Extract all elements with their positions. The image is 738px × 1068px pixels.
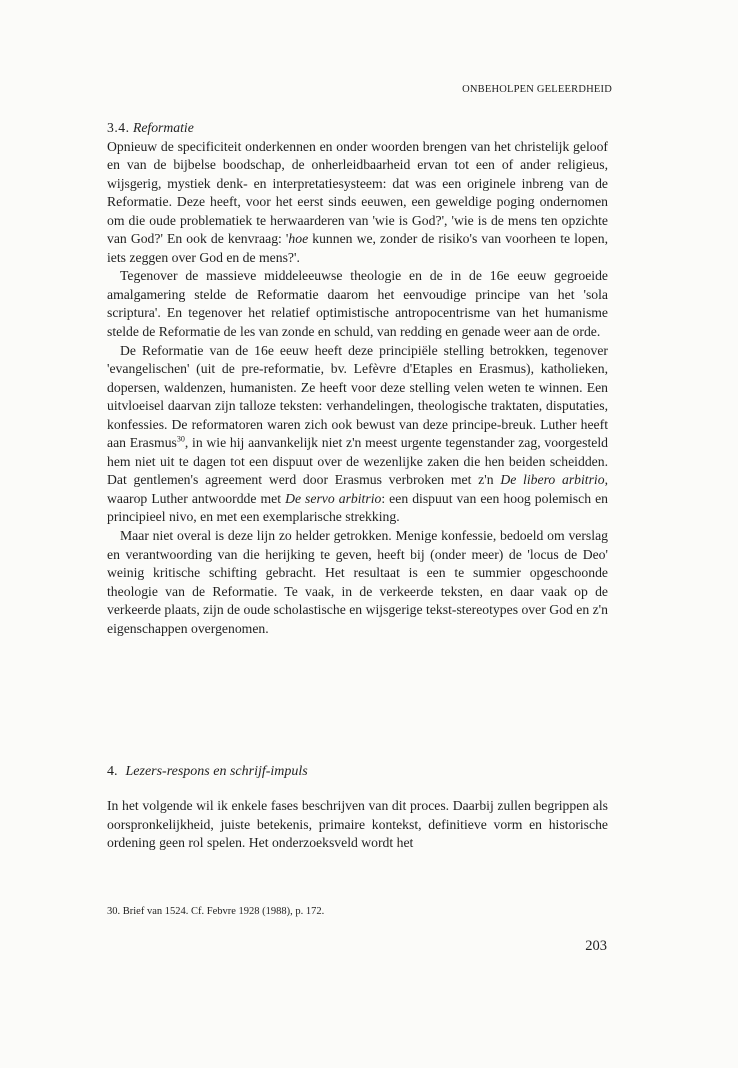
paragraph-1 <box>107 138 608 268</box>
paragraph-1-text-a: Opnieuw de specificiteit onderkennen en onder woorden brengen van het christelijk geloof en van de bijbelse boodschap, de onherleidbaarheid ervan tot een of ander religieus, wijsgerig, mystiek denk- en interpretatiesysteem: dat was een originele inbreng van de Reformatie. Deze heeft, voor het eerst sinds eeuwen, een geweldige poging ondernomen om die oude problematiek te herwaarderen van 'wie is God?', 'wie is de mens ten opzichte van God?' En ook de kenvraag: ' <box>107 138 608 247</box>
page-number: 203 <box>585 938 607 954</box>
paragraph-3-text-b: , in wie hij aanvankelijk niet z'n meest urgente tegenstander zag, voorgesteld hem niet uit te dagen tot een dispuut over de wezenlijke zaken die hen beiden scheidden. Dat gentlemen's agreement werd door Erasmus verbroken met z'n <box>107 435 608 488</box>
section-title: Reformatie <box>132 120 194 135</box>
section-number: 3.4. <box>107 120 130 135</box>
paragraph-3-text-c: , waarop Luther antwoordde met <box>107 472 608 506</box>
section-4-number: 4. <box>107 764 118 779</box>
section-4-heading <box>107 763 608 782</box>
running-head: ONBEHOLPEN GELEERDHEID <box>462 84 612 95</box>
section-heading <box>107 119 608 138</box>
paragraph-1-text-b: kunnen we, zonder de risiko's van voorheen te lopen, iets zeggen over God en de mens?'. <box>107 231 608 265</box>
footnote-30: 30. Brief van 1524. Cf. Febvre 1928 (1988), p. 172. <box>107 906 325 917</box>
paragraph-3-text-a: De Reformatie van de 16e eeuw heeft deze principiële stelling betrokken, tegenover 'evangelischen' (uit de pre-reformatie, bv. Lefèvre d'Etaples en Erasmus), katholieken, dopersen, waldenzen, humanisten. Ze heeft voor deze stelling velen weten te winnen. Een uitvloeisel daarvan zijn talloze teksten: verhandelingen, theologische traktaten, disputaties, konfessies. De reformatoren waren zich ook bewust van deze principe-breuk. Luther heeft aan Erasmus <box>107 342 608 451</box>
paragraph-2: Tegenover de massieve middeleeuwse theologie en de in de 16e eeuw gegroeide amalgamering stelde de Reformatie daarom het eenvoudige principe van het 'sola scriptura'. En tegenover het relatief optimistische antropocentrisme van het humanisme stelde de Reformatie de les van zonde en schuld, van redding en genade weer aan de orde. <box>107 268 608 340</box>
section-4-paragraph: In het volgende wil ik enkele fases beschrijven van dit proces. Daarbij zullen begrippen als oorspronkelijkheid, juiste betekenis, primaire kontekst, definitieve vorm en historische ordening geen rol spelen. Het onderzoeksveld wordt het <box>107 798 608 851</box>
footnote-reference: 30 <box>176 434 185 444</box>
paragraph-1-emphasis: hoe <box>288 231 309 247</box>
section-4-body <box>107 797 608 853</box>
paragraph-4: Maar niet overal is deze lijn zo helder getrokken. Menige konfessie, bedoeld om verslag en verantwoording van die herijking te geven, heeft bij (onder meer) de 'locus de Deo' weinig kritische schifting gebracht. Het resultaat is een te summier opgeschoonde theologie van de Reformatie. Te vaak, in de verkeerde teksten, en daar vaak op de verkeerde plaats, zijn de oude scholastische en wijsgerige tekst-stereotypes over God en z'n eigenschappen overgenomen. <box>107 528 608 636</box>
title-de-servo-arbitrio: De servo arbitrio <box>285 490 382 506</box>
paragraph-3-text-d: : een dispuut van een hoog polemisch en principieel nivo, en met een exemplarische strekking. <box>107 490 609 525</box>
section-3-4-body <box>107 119 608 638</box>
title-de-libero-arbitrio: De libero arbitrio <box>500 472 605 488</box>
paragraph-3 <box>107 342 608 527</box>
section-4-title: Lezers-respons en schrijf-impuls <box>125 764 308 779</box>
